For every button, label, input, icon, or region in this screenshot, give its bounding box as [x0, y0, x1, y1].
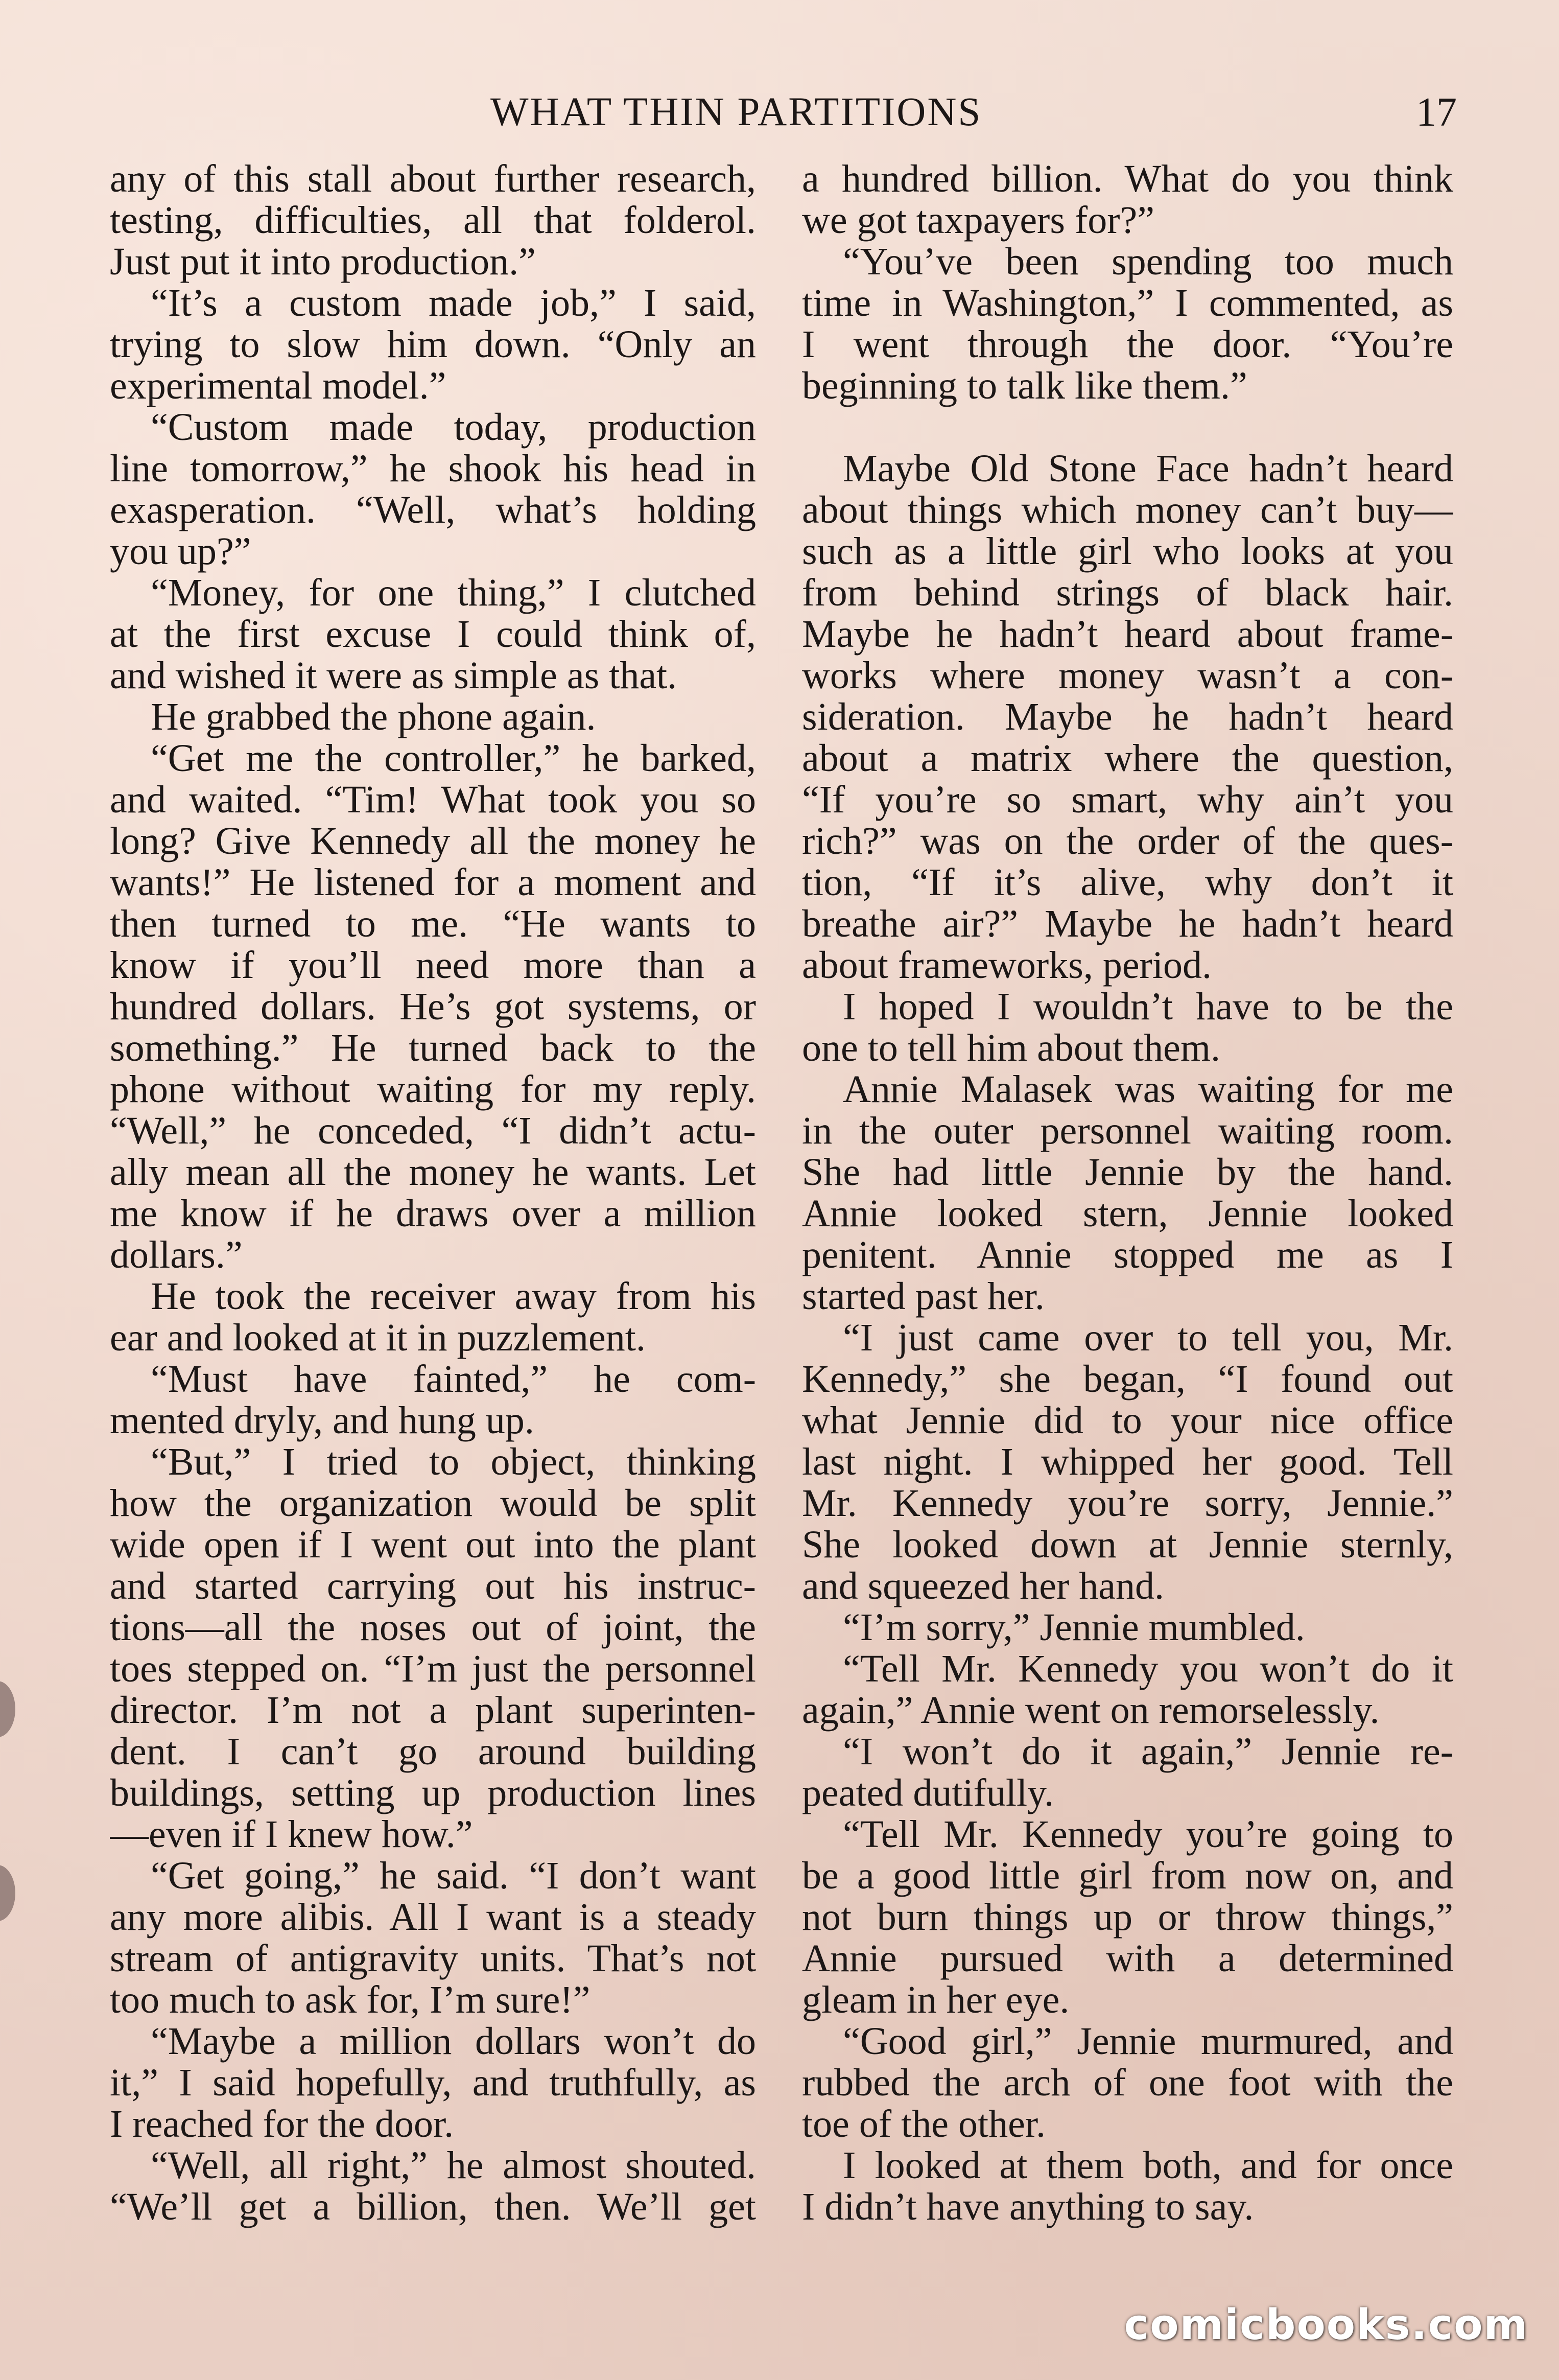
text-line: a hundred billion. What do you think: [802, 158, 1453, 200]
text-line: hundred dollars. He’s got systems, or: [110, 985, 756, 1028]
running-head: [0, 87, 1559, 138]
text-line: from behind strings of black hair.: [802, 571, 1453, 614]
text-line: I didn’t have anything to say.: [802, 2185, 1254, 2228]
text-line: any of this stall about further research,: [110, 158, 756, 200]
text-line: too much to ask for, I’m sure!”: [110, 1978, 590, 2021]
text-line: something.” He turned back to the: [110, 1026, 756, 1069]
text-line: Annie Malasek was waiting for me: [843, 1068, 1453, 1111]
text-line: stream of antigravity units. That’s not: [110, 1937, 756, 1980]
text-line: “I’m sorry,” Jennie mumbled.: [843, 1606, 1305, 1649]
text-line: I hoped I wouldn’t have to be the: [843, 985, 1453, 1028]
text-line: “Maybe a million dollars won’t do: [151, 2020, 756, 2063]
text-line: She had little Jennie by the hand.: [802, 1151, 1453, 1194]
text-line: sideration. Maybe he hadn’t heard: [802, 695, 1453, 738]
text-line: toes stepped on. “I’m just the personnel: [110, 1647, 756, 1690]
running-title: WHAT THIN PARTITIONS: [490, 90, 982, 134]
site-watermark: comicbooks.com: [1124, 2301, 1528, 2349]
text-line: we got taxpayers for?”: [802, 199, 1155, 242]
text-line: Kennedy,” she began, “I found out: [802, 1358, 1453, 1401]
text-line: and squeezed her hand.: [802, 1565, 1165, 1607]
text-line: “I won’t do it again,” Jennie re-: [843, 1730, 1453, 1773]
text-line: tion, “If it’s alive, why don’t it: [802, 861, 1453, 904]
text-line: and started carrying out his instruc-: [110, 1565, 756, 1607]
text-line: testing, difficulties, all that folderol.: [110, 199, 756, 242]
text-line: wide open if I went out into the plant: [110, 1523, 756, 1566]
text-line: “I just came over to tell you, Mr.: [843, 1316, 1453, 1359]
text-line: She looked down at Jennie sternly,: [802, 1523, 1453, 1566]
text-line: director. I’m not a plant superinten-: [110, 1689, 756, 1732]
text-line: —even if I knew how.”: [110, 1813, 473, 1856]
text-line: “Must have fainted,” he com-: [151, 1358, 756, 1401]
text-line: Annie pursued with a determined: [802, 1937, 1453, 1980]
text-line: about a matrix where the question,: [802, 737, 1453, 780]
text-line: Just put it into production.”: [110, 240, 536, 283]
text-line: dent. I can’t go around building: [110, 1730, 756, 1773]
text-line: I reached for the door.: [110, 2103, 454, 2145]
text-line: buildings, setting up production lines: [110, 1771, 756, 1814]
binding-hole: [0, 1681, 15, 1737]
text-line: ear and looked at it in puzzlement.: [110, 1316, 646, 1359]
text-line: penitent. Annie stopped me as I: [802, 1233, 1453, 1276]
right-column: [802, 158, 1453, 2228]
text-line: then turned to me. “He wants to: [110, 902, 756, 945]
text-line: such as a little girl who looks at you: [802, 530, 1453, 573]
text-line: “Custom made today, production: [151, 406, 756, 449]
text-line: how the organization would be split: [110, 1482, 756, 1525]
text-line: phone without waiting for my reply.: [110, 1068, 756, 1111]
text-line: beginning to talk like them.”: [802, 364, 1247, 407]
text-line: “You’ve been spending too much: [843, 240, 1453, 283]
text-line: rubbed the arch of one foot with the: [802, 2061, 1453, 2104]
text-line: “But,” I tried to object, thinking: [151, 1440, 756, 1483]
text-line: “Get me the controller,” he barked,: [151, 737, 756, 780]
text-line: rich?” was on the order of the ques-: [802, 820, 1453, 862]
binding-hole: [0, 1865, 15, 1921]
text-line: time in Washington,” I commented, as: [802, 282, 1453, 324]
text-line: and waited. “Tim! What took you so: [110, 778, 756, 821]
text-line: “We’ll get a billion, then. We’ll get: [110, 2185, 756, 2228]
text-line: what Jennie did to your nice office: [802, 1399, 1453, 1442]
text-line: trying to slow him down. “Only an: [110, 323, 756, 366]
text-line: I looked at them both, and for once: [843, 2144, 1453, 2187]
text-line: peated dutifully.: [802, 1771, 1054, 1814]
text-line: “Well,” he conceded, “I didn’t actu-: [110, 1109, 756, 1152]
text-line: know if you’ll need more than a: [110, 944, 756, 987]
text-line: in the outer personnel waiting room.: [802, 1109, 1453, 1152]
text-line: “Tell Mr. Kennedy you’re going to: [843, 1813, 1453, 1856]
text-line: experimental model.”: [110, 364, 446, 407]
text-line: wants!” He listened for a moment and: [110, 861, 756, 904]
text-line: Annie looked stern, Jennie looked: [802, 1192, 1453, 1235]
page-number: 17: [1416, 90, 1457, 135]
text-line: He took the receiver away from his: [151, 1275, 756, 1318]
text-line: me know if he draws over a million: [110, 1192, 756, 1235]
text-line: “Tell Mr. Kennedy you won’t do it: [843, 1647, 1453, 1690]
text-line: He grabbed the phone again.: [151, 695, 596, 738]
text-line: not burn things up or throw things,”: [802, 1896, 1453, 1939]
text-line: Maybe Old Stone Face hadn’t heard: [843, 447, 1453, 490]
text-line: you up?”: [110, 530, 251, 573]
text-line: dollars.”: [110, 1233, 243, 1276]
text-line: line tomorrow,” he shook his head in: [110, 447, 756, 490]
text-line: it,” I said hopefully, and truthfully, as: [110, 2061, 756, 2104]
text-line: gleam in her eye.: [802, 1978, 1070, 2021]
text-line: breathe air?” Maybe he hadn’t heard: [802, 902, 1453, 945]
text-line: “If you’re so smart, why ain’t you: [802, 778, 1453, 821]
text-line: “Get going,” he said. “I don’t want: [151, 1854, 756, 1897]
text-line: about frameworks, period.: [802, 944, 1212, 987]
text-line: any more alibis. All I want is a steady: [110, 1896, 756, 1939]
text-line: I went through the door. “You’re: [802, 323, 1453, 366]
text-line: “Well, all right,” he almost shouted.: [151, 2144, 756, 2187]
text-line: Maybe he hadn’t heard about frame-: [802, 613, 1453, 656]
text-line: ally mean all the money he wants. Let: [110, 1151, 756, 1194]
text-line: at the first excuse I could think of,: [110, 613, 756, 656]
text-line: long? Give Kennedy all the money he: [110, 820, 756, 862]
text-line: exasperation. “Well, what’s holding: [110, 488, 756, 531]
text-line: again,” Annie went on remorselessly.: [802, 1689, 1380, 1732]
text-line: “It’s a custom made job,” I said,: [151, 282, 756, 324]
text-line: “Good girl,” Jennie murmured, and: [843, 2020, 1453, 2063]
text-line: works where money wasn’t a con-: [802, 654, 1453, 697]
text-line: about things which money can’t buy—: [802, 488, 1453, 531]
text-line: last night. I whipped her good. Tell: [802, 1440, 1453, 1483]
left-column: [110, 158, 756, 2228]
text-line: tions—all the noses out of joint, the: [110, 1606, 756, 1649]
text-line: “Money, for one thing,” I clutched: [151, 571, 756, 614]
text-line: started past her.: [802, 1275, 1045, 1318]
text-line: be a good little girl from now on, and: [802, 1854, 1453, 1897]
text-line: toe of the other.: [802, 2103, 1046, 2145]
text-line: and wished it were as simple as that.: [110, 654, 677, 697]
text-line: Mr. Kennedy you’re sorry, Jennie.”: [802, 1482, 1453, 1525]
text-line: one to tell him about them.: [802, 1026, 1220, 1069]
text-line: mented dryly, and hung up.: [110, 1399, 534, 1442]
